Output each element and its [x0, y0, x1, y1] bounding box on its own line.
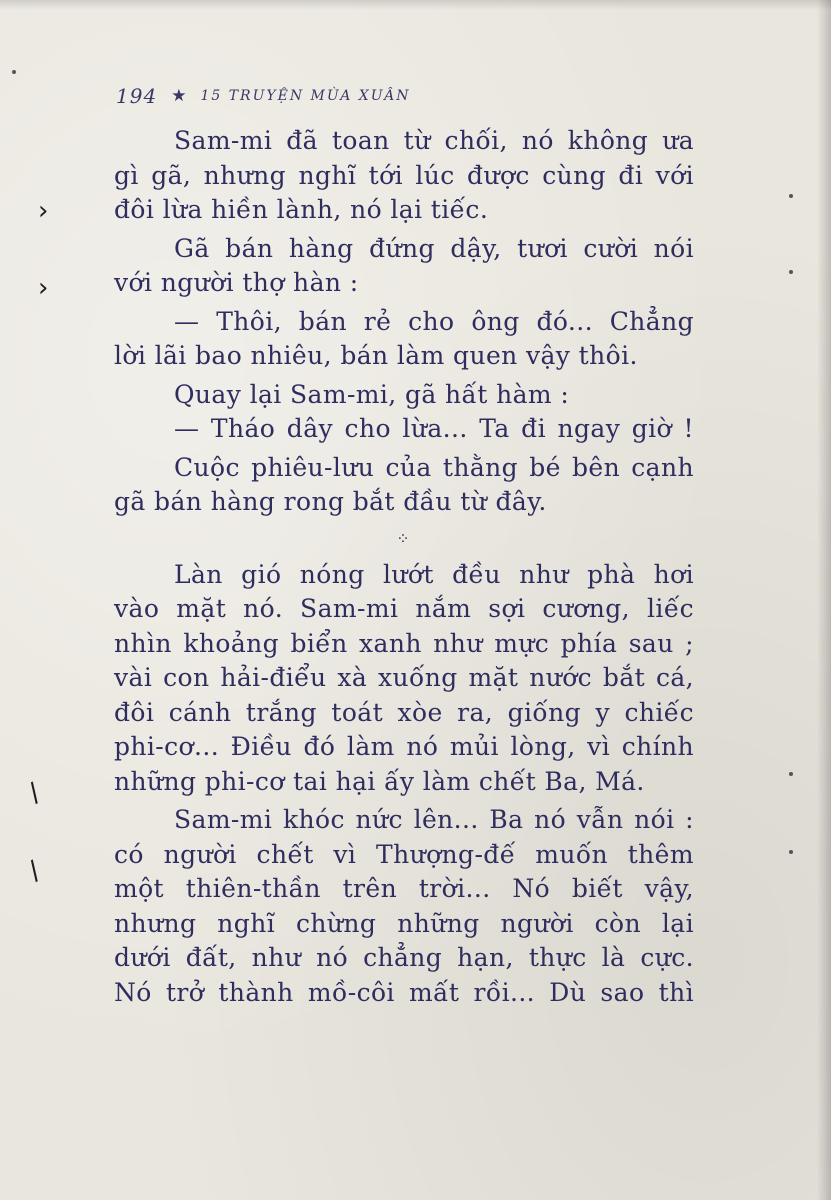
page-number: 194 — [116, 84, 158, 108]
text-line: — Tháo dây cho lừa... Ta đi ngay giờ ! — [174, 414, 694, 443]
punch-mark — [789, 194, 793, 198]
paragraph — [114, 803, 694, 1010]
page-top-shadow — [0, 0, 831, 10]
binding-stitch-icon: / — [23, 777, 46, 809]
text-line: gã bán hàng rong bắt đầu từ đây. — [114, 487, 547, 516]
text-line: đôi lừa hiền lành, nó lại tiếc. — [114, 195, 489, 224]
punch-mark — [789, 850, 793, 854]
text-line: Nó trở thành mồ-côi mất rồi... Dù sao thì — [114, 977, 694, 1007]
text-line: Cuộc phiêu-lưu của thằng bé bên cạnh — [174, 452, 694, 482]
text-line: Sam-mi đã toan từ chối, nó không ưa — [174, 126, 694, 155]
text-line: nhưng nghĩ chừng những người còn lại — [114, 908, 694, 938]
paragraph — [114, 451, 694, 520]
text-line: vài con hải-điểu xà xuống mặt nước bắt cá, — [114, 663, 694, 692]
punch-mark — [12, 70, 16, 74]
star-icon: ★ — [171, 86, 187, 106]
body-text — [114, 124, 694, 1010]
text-line: Làn gió nóng lướt đều như phà hơi — [174, 559, 694, 589]
text-line: phi-cơ... Điều đó làm nó mủi lòng, vì chính — [114, 732, 694, 761]
binding-stitch-icon: › — [38, 273, 49, 303]
running-title: 15 TRUYỆN MÙA XUÂN — [200, 88, 411, 104]
text-line: gì gã, nhưng nghĩ tới lúc được cùng đi với — [114, 160, 694, 190]
text-line: vào mặt nó. Sam-mi nắm sợi cương, liếc — [114, 594, 694, 623]
text-line: nhìn khoảng biển xanh như mực phía sau ; — [114, 628, 694, 658]
punch-mark — [789, 270, 793, 274]
section-break-ornament: ⁘ — [396, 528, 412, 548]
paragraph — [114, 378, 694, 413]
binding-stitch-icon: › — [38, 196, 49, 226]
binding-stitch-icon: / — [23, 855, 46, 887]
paragraph — [114, 124, 694, 228]
paragraph — [114, 558, 694, 800]
text-line: có người chết vì Thượng-đế muốn thêm — [114, 839, 694, 869]
dialogue-paragraph — [114, 412, 694, 447]
text-line: — Thôi, bán rẻ cho ông đó... Chẳng — [174, 306, 694, 336]
text-line: đôi cánh trắng toát xòe ra, giống y chiếc — [114, 697, 694, 727]
dialogue-paragraph — [114, 305, 694, 374]
text-line: những phi-cơ tai hại ấy làm chết Ba, Má. — [114, 766, 645, 796]
running-header — [116, 82, 411, 110]
text-line: dưới đất, như nó chẳng hạn, thực là cực. — [114, 943, 694, 972]
text-line: với người thợ hàn : — [114, 268, 359, 297]
paragraph — [114, 232, 694, 301]
text-line: Sam-mi khóc nức lên... Ba nó vẫn nói : — [174, 805, 694, 834]
text-line: một thiên-thần trên trời... Nó biết vậy, — [114, 874, 694, 903]
text-line: Gã bán hàng đứng dậy, tươi cười nói — [174, 233, 694, 263]
page-right-edge — [817, 0, 831, 1200]
punch-mark — [789, 772, 793, 776]
text-line: lời lãi bao nhiêu, bán làm quen vậy thôi. — [114, 341, 638, 370]
text-line: Quay lại Sam-mi, gã hất hàm : — [174, 379, 570, 409]
